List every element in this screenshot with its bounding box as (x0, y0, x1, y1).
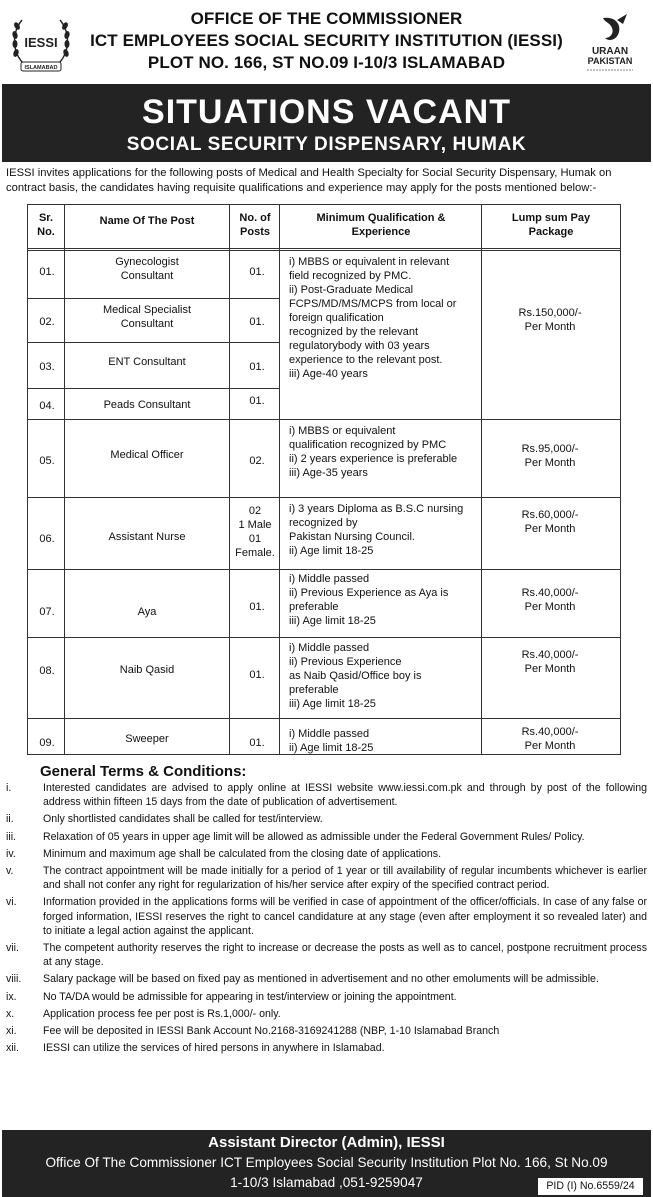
header-line-1: OFFICE OF THE COMMISSIONER (190, 9, 463, 28)
term-item (6, 1041, 647, 1055)
term-item (6, 847, 647, 861)
term-text: No TA/DA would be admissible for appearing in test/interview or joining the appointment. (43, 990, 457, 1003)
header-line-2: ICT EMPLOYEES SOCIAL SECURITY INSTITUTION (IESSI) (90, 31, 563, 50)
row-4-posts: 01. (249, 395, 265, 407)
row-3-sr: 03. (39, 361, 55, 373)
row-9-post: Sweeper (125, 733, 169, 745)
banner-title: SITUATIONS VACANT (142, 93, 511, 131)
qualification-medical-officer: i) MBBS or equivalent qualification recognized by PMC ii) 2 years experience is preferable iii) Age-35 years (289, 425, 458, 479)
row-6-sr: 06. (39, 533, 55, 545)
term-number: xi. (6, 1025, 17, 1038)
row-4-post: Peads Consultant (103, 399, 191, 411)
header-posts: No. of Posts (239, 212, 271, 238)
header-pay: Lump sum Pay Package (511, 212, 591, 238)
table-divider (27, 419, 621, 420)
row-1-posts: 01. (249, 266, 265, 278)
table-divider (27, 250, 621, 251)
posts-table (27, 204, 621, 755)
term-number: vii. (6, 942, 19, 955)
pay-medical-officer: Rs.95,000/- Per Month (521, 443, 579, 469)
uraan-logo-line1: URAAN (591, 46, 629, 57)
header-qualification: Minimum Qualification & Experience (316, 212, 446, 238)
table-divider (27, 388, 280, 389)
term-number: iv. (6, 847, 16, 860)
table-divider (27, 637, 621, 638)
table-divider (27, 342, 280, 343)
row-2-posts: 01. (249, 316, 265, 328)
term-number: xii. (6, 1042, 19, 1055)
table-divider (27, 569, 621, 570)
term-number: ix. (6, 990, 17, 1003)
row-8-posts: 01. (249, 669, 265, 681)
term-text: The competent authority reserves the right to increase or decrease the posts as well as to cancel, postpone recruitment process at any stage. (43, 942, 647, 969)
footer-banner (2, 1130, 651, 1197)
intro-text: IESSI invites applications for the following posts of Medical and Health Specialty for Social Security Dispensary, Humak on contract basis, the candidates having requisite qualifications and experience may apply for the posts mentioned below:- (6, 167, 612, 194)
table-border (27, 204, 28, 755)
term-text: Salary package will be based on fixed pay as mentioned in advertisement and no other emoluments will be admissible. (43, 973, 599, 986)
row-7-posts: 01. (249, 601, 265, 613)
table-divider (64, 204, 65, 755)
pay-aya: Rs.40,000/- Per Month (521, 587, 579, 613)
qualification-consultants: i) MBBS or equivalent in relevant field recognized by PMC. ii) Post-Graduate Medical FCPS/MD/MS/MCPS from local or foreign qualification recognized by the relevant regulatorybody with 03 years experience to the relevant post. iii) Age-40 years (289, 256, 457, 380)
iessi-logo (8, 10, 74, 76)
qualification-sweeper: i) Middle passed ii) Age limit 18-25 (289, 728, 374, 754)
row-3-posts: 01. (249, 361, 265, 373)
term-number: viii. (6, 973, 22, 986)
qualification-assistant-nurse: i) 3 years Diploma as B.S.C nursing recognized by Pakistan Nursing Council. ii) Age limit 18-25 (289, 503, 464, 557)
pid-number: PID (I) No.6559/24 (538, 1178, 643, 1195)
row-6-post: Assistant Nurse (108, 531, 186, 543)
term-item (6, 812, 647, 826)
table-divider (27, 298, 280, 299)
pay-naib-qasid: Rs.40,000/- Per Month (521, 649, 579, 675)
row-5-post: Medical Officer (110, 449, 184, 461)
term-text: IESSI can utilize the services of hired persons in anywhere in Islamabad. (43, 1042, 385, 1055)
row-7-post: Aya (137, 606, 157, 618)
term-text: Only shortlisted candidates shall be called for test/interview. (43, 813, 323, 826)
iessi-logo-sub: ISLAMABAD (24, 65, 58, 71)
footer-address-line-2: 1-10/3 Islamabad ,051-9259047 (230, 1175, 423, 1190)
header-post: Name Of The Post (99, 215, 195, 227)
terms-list (6, 781, 647, 1058)
row-1-sr: 01. (39, 266, 55, 278)
banner-subtitle: SOCIAL SECURITY DISPENSARY, HUMAK (126, 134, 527, 155)
iessi-logo-text: IESSI (24, 35, 58, 50)
term-text: Application process fee per post is Rs.1,000/- only. (43, 1007, 281, 1020)
term-number: x. (6, 1007, 15, 1020)
row-8-post: Naib Qasid (119, 664, 175, 676)
row-2-post: Medical Specialist Consultant (102, 304, 192, 330)
footer-address-line-1: Office Of The Commissioner ICT Employees Social Security Institution Plot No. 166, St No.09 (45, 1155, 608, 1170)
term-item (6, 1024, 647, 1038)
term-text: Relaxation of 05 years in upper age limit will be allowed as admissible under the Federal Government Rules/ Policy. (43, 830, 585, 843)
table-divider (481, 204, 482, 755)
term-item (6, 864, 647, 892)
pay-consultants: Rs.150,000/- Per Month (518, 307, 582, 333)
table-border (27, 204, 621, 205)
term-item (6, 895, 647, 938)
table-border (620, 204, 621, 755)
row-4-sr: 04. (39, 400, 55, 412)
row-9-sr: 09. (39, 737, 55, 749)
table-divider (27, 248, 621, 249)
term-text: Fee will be deposited in IESSI Bank Account No.2168-3169241288 (NBP, 1-10 Islamabad Branch (43, 1025, 500, 1038)
pay-assistant-nurse: Rs.60,000/- Per Month (521, 509, 579, 535)
table-divider (229, 204, 230, 755)
row-5-sr: 05. (39, 455, 55, 467)
row-6-posts: 02 1 Male 01 Female. (235, 505, 275, 559)
row-8-sr: 08. (39, 665, 55, 677)
page-header (0, 0, 653, 84)
qualification-aya: i) Middle passed ii) Previous Experience as Aya is preferable iii) Age limit 18-25 (289, 573, 449, 627)
term-item (6, 781, 647, 809)
header-sr: Sr. No. (37, 212, 55, 238)
row-3-post: ENT Consultant (108, 356, 186, 368)
term-number: iii. (6, 830, 17, 843)
row-1-post: Gynecologist Consultant (115, 256, 179, 282)
term-text: Information provided in the applications forms will be verified in case of appointment of the officer/officials. In case of any false or forged information, IESSI reserves the right to cancel candidature at any stage (even after employment it so revealed later) and to initiate a legal action against the applicant. (43, 896, 647, 937)
term-item (6, 1007, 647, 1021)
uraan-pakistan-logo (575, 12, 645, 74)
term-number: ii. (6, 813, 14, 826)
terms-title: General Terms & Conditions: (40, 763, 247, 780)
term-item (6, 972, 647, 986)
row-7-sr: 07. (39, 606, 55, 618)
table-divider (27, 718, 621, 719)
header-line-3: PLOT NO. 166, ST NO.09 I-10/3 ISLAMABAD (147, 53, 506, 72)
term-item (6, 990, 647, 1004)
term-text: Minimum and maximum age shall be calculated from the closing date of applications. (43, 847, 442, 860)
row-5-posts: 02. (249, 455, 265, 467)
uraan-logo-line2: PAKISTAN (587, 56, 633, 66)
footer-signatory: Assistant Director (Admin), IESSI (208, 1134, 445, 1151)
term-number: i. (6, 782, 12, 794)
row-2-sr: 02. (39, 316, 55, 328)
term-number: v. (6, 865, 14, 878)
term-text: The contract appointment will be made initially for a period of 1 year or till availability of regular incumbents whichever is earlier and shall not confer any right for regularization of his/her service after expiry of the specified contract period. (43, 865, 647, 892)
term-item (6, 941, 647, 969)
term-item (6, 830, 647, 844)
title-banner (2, 84, 651, 162)
row-9-posts: 01. (249, 737, 265, 749)
table-divider (27, 497, 621, 498)
term-text: Interested candidates are advised to apply online at IESSI website www.iessi.com.pk and through by post of the following address within fifteen 15 days from the date of publication of advertisement. (43, 782, 647, 809)
pay-sweeper: Rs.40,000/- Per Month (521, 726, 579, 752)
qualification-naib-qasid: i) Middle passed ii) Previous Experience as Naib Qasid/Office boy is preferable iii) Age limit 18-25 (289, 642, 422, 710)
term-number: vi. (6, 896, 17, 909)
table-divider (279, 204, 280, 755)
